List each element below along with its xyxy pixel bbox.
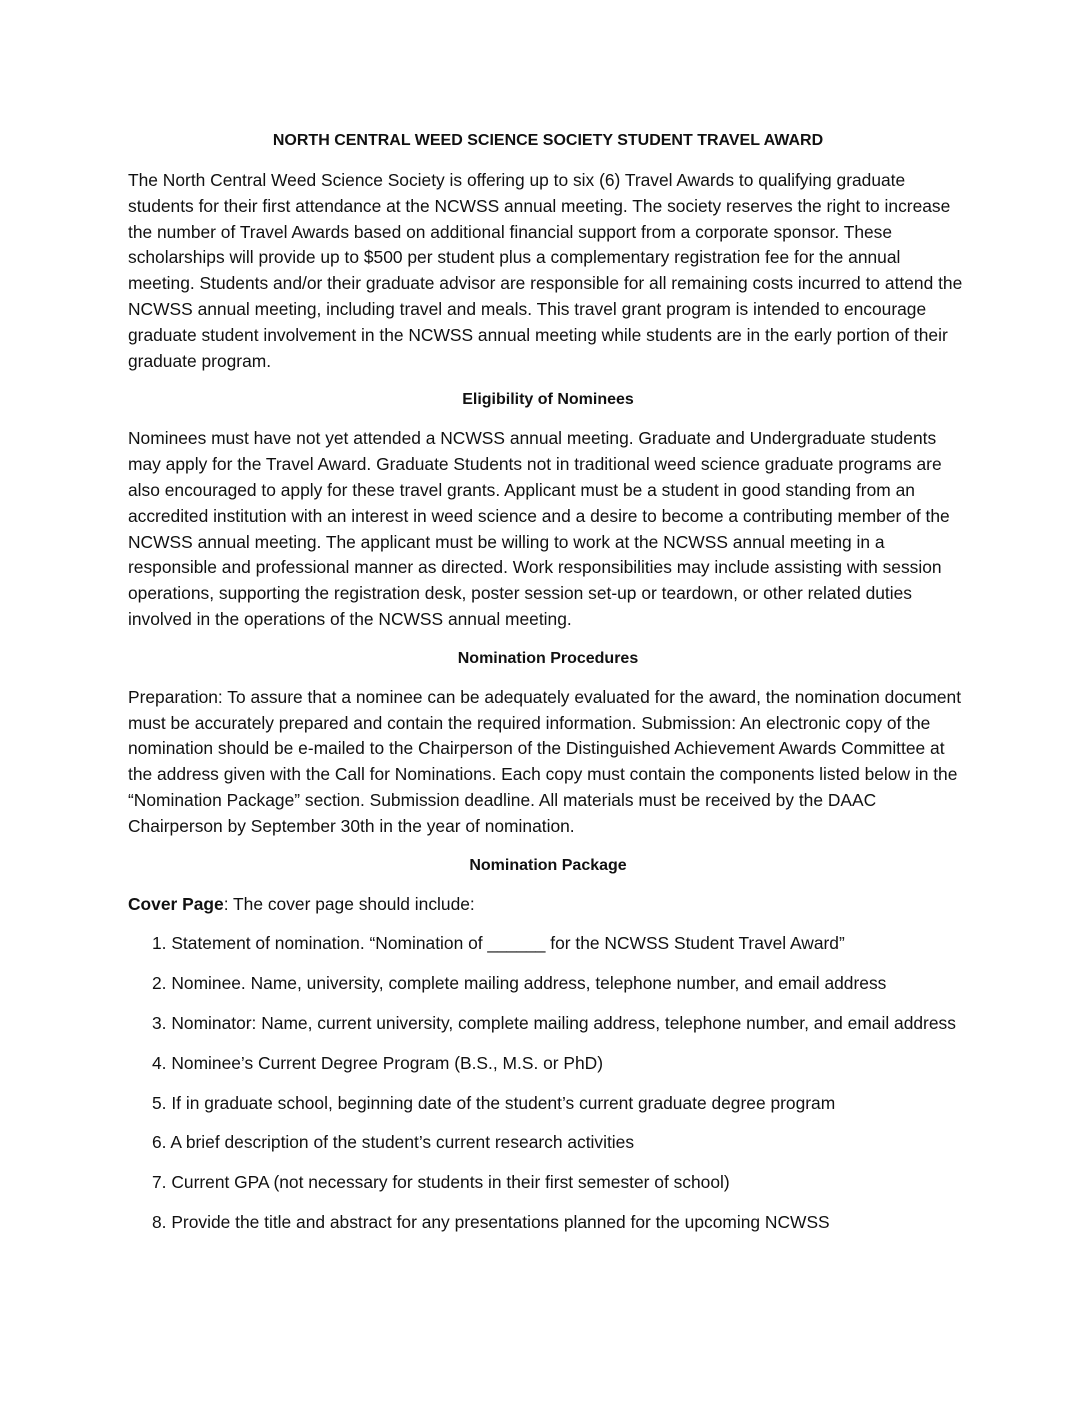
list-item: 5. If in graduate school, beginning date of the student’s current graduate degree program <box>152 1092 836 1113</box>
package-heading: Nomination Package <box>469 856 627 874</box>
package-items-list <box>128 931 968 1235</box>
cover-page-line <box>128 892 968 918</box>
list-item: 7. Current GPA (not necessary for students in their first semester of school) <box>152 1172 730 1193</box>
procedures-heading: Nomination Procedures <box>457 649 639 667</box>
intro-paragraph: The North Central Weed Science Society is offering up to six (6) Travel Awards to qualifying graduate students for their first attendance at the NCWSS annual meeting. The society reserves the right to increase the number of Travel Awards based on additional financial support from a corporate sponsor. These scholarships will provide up to $500 per student plus a complementary registration fee for the annual meeting. Students and/or their graduate advisor are responsible for all remaining costs incurred to attend the NCWSS annual meeting, including travel and meals. This travel grant program is intended to encourage graduate student involvement in the NCWSS annual meeting while students are in the early portion of their graduate program. <box>128 170 963 371</box>
list-item: 6. A brief description of the student’s current research activities <box>152 1132 635 1153</box>
list-item: 1. Statement of nomination. “Nomination of ______ for the NCWSS Student Travel Award” <box>152 933 845 954</box>
procedures-paragraph: Preparation: To assure that a nominee can be adequately evaluated for the award, the nomination document must be accurately prepared and contain the required information. Submission: An electronic copy of the nomination should be e-mailed to the Chairperson of the Distinguished Achievement Awards Committee at the address given with the Call for Nominations. Each copy must contain the components listed below in the “Nomination Package” section. Submission deadline. All materials must be received by the DAAC Chairperson by September 30th in the year of nomination. <box>128 686 962 836</box>
list-item: 8. Provide the title and abstract for any presentations planned for the upcoming NCWSS <box>152 1211 830 1232</box>
document-body <box>128 128 968 1250</box>
list-item: 4. Nominee’s Current Degree Program (B.S., M.S. or PhD) <box>152 1052 604 1073</box>
cover-page-label: Cover Page <box>128 893 224 914</box>
list-item: 3. Nominator: Name, current university, complete mailing address, telephone number, and email address <box>152 1012 956 1033</box>
eligibility-heading: Eligibility of Nominees <box>462 391 634 409</box>
cover-page-text: : The cover page should include: <box>223 893 475 914</box>
list-item: 2. Nominee. Name, university, complete mailing address, telephone number, and email address <box>152 973 887 994</box>
eligibility-paragraph: Nominees must have not yet attended a NCWSS annual meeting. Graduate and Undergraduate students may apply for the Travel Award. Graduate Students not in traditional weed science graduate programs are also encouraged to apply for these travel grants. Applicant must be a student in good standing from an accredited institution with an interest in weed science and a desire to become a contributing member of the NCWSS annual meeting. The applicant must be willing to work at the NCWSS annual meeting in a responsible and professional manner as directed. Work responsibilities may include assisting with session operations, supporting the registration desk, poster session set-up or teardown, or other related duties involved in the operations of the NCWSS annual meeting. <box>128 428 950 629</box>
document-title: NORTH CENTRAL WEED SCIENCE SOCIETY STUDENT TRAVEL AWARD <box>272 132 824 149</box>
